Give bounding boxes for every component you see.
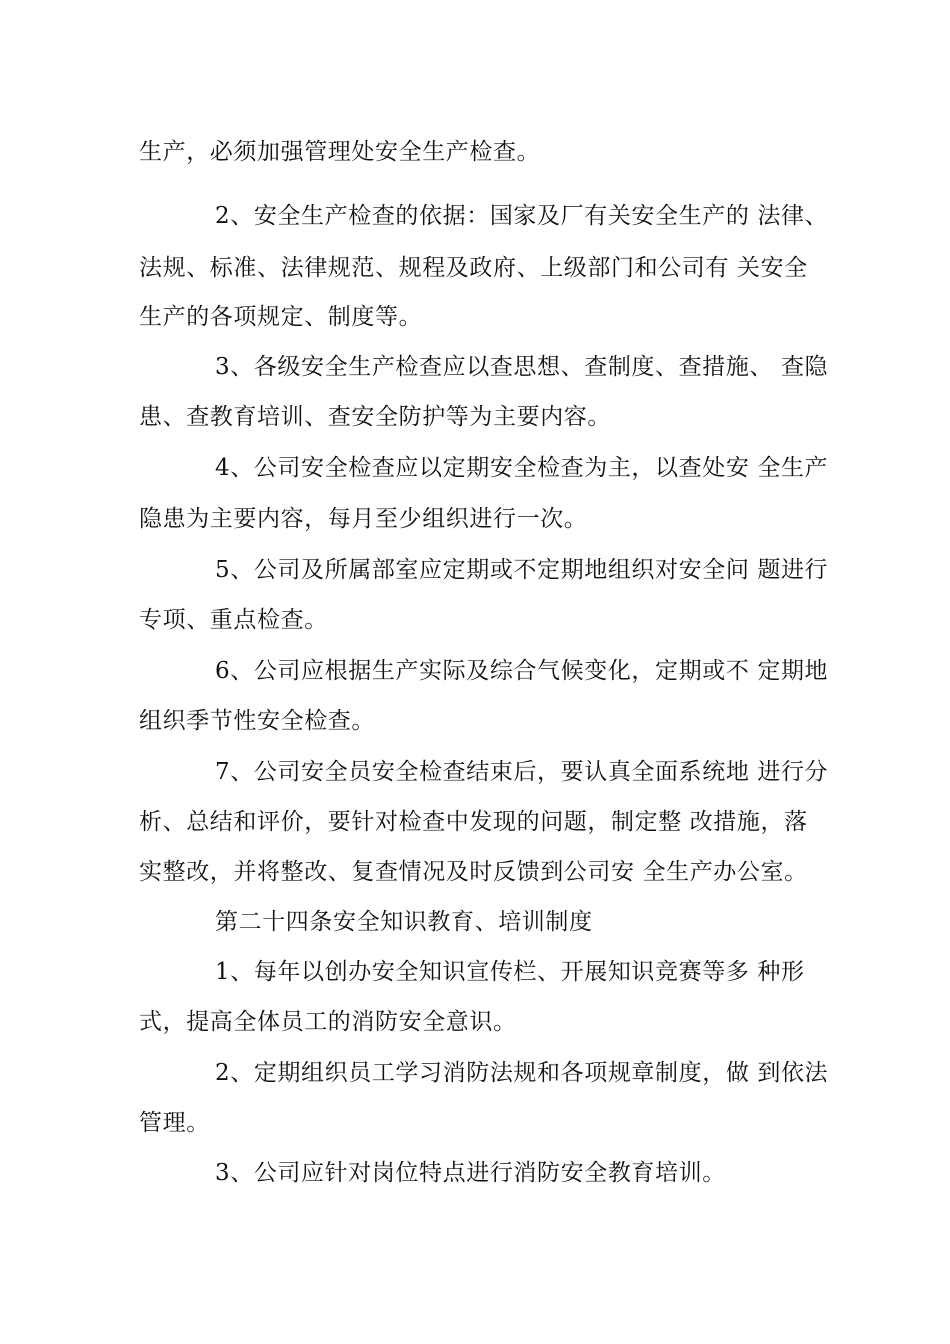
text-line: 患、查教育培训、查安全防护等为主要内容。 bbox=[139, 404, 611, 430]
text-line: 3、各级安全生产检查应以查思想、查制度、查措施、 查隐 bbox=[215, 354, 829, 380]
text-line: 7、公司安全员安全检查结束后，要认真全面系统地 进行分 bbox=[215, 759, 829, 785]
text-line: 2、定期组织员工学习消防法规和各项规章制度，做 到依法 bbox=[215, 1060, 829, 1086]
section-heading: 第二十四条安全知识教育、培训制度 bbox=[215, 909, 593, 935]
text-line: 4、公司安全检查应以定期安全检查为主，以查处安 全生产 bbox=[215, 455, 829, 481]
text-line: 生产，必须加强管理处安全生产检查。 bbox=[139, 139, 541, 165]
text-line: 实整改，并将整改、复查情况及时反馈到公司安 全生产办公室。 bbox=[139, 859, 808, 885]
text-line: 专项、重点检查。 bbox=[139, 607, 328, 633]
text-line: 式，提高全体员工的消防安全意识。 bbox=[139, 1009, 517, 1035]
text-line: 法规、标准、法律规范、规程及政府、上级部门和公司有 关安全 bbox=[139, 255, 808, 281]
text-line: 生产的各项规定、制度等。 bbox=[139, 304, 423, 330]
text-line: 2、安全生产检查的依据：国家及厂有关安全生产的 法律、 bbox=[215, 203, 829, 229]
text-line: 隐患为主要内容，每月至少组织进行一次。 bbox=[139, 506, 588, 532]
text-line: 1、每年以创办安全知识宣传栏、开展知识竞赛等多 种形 bbox=[215, 959, 805, 985]
text-line: 3、公司应针对岗位特点进行消防安全教育培训。 bbox=[215, 1160, 726, 1186]
text-line: 5、公司及所属部室应定期或不定期地组织对安全问 题进行 bbox=[215, 557, 829, 583]
text-line: 析、总结和评价，要针对检查中发现的问题，制定整 改措施，落 bbox=[139, 809, 808, 835]
text-line: 组织季节性安全检查。 bbox=[139, 708, 375, 734]
text-line: 6、公司应根据生产实际及综合气候变化，定期或不 定期地 bbox=[215, 658, 829, 684]
text-line: 管理。 bbox=[139, 1110, 210, 1136]
